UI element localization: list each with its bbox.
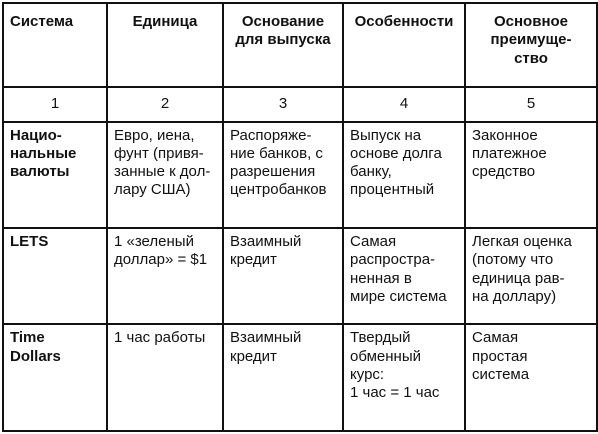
header-basis-label: Основание для выпуска xyxy=(235,13,331,49)
header-system-label: Система xyxy=(10,13,74,30)
column-number: 1 xyxy=(3,87,107,121)
row-unit-text: 1 «зеленый доллар» = $1 xyxy=(114,233,208,269)
column-number: 2 xyxy=(107,87,223,121)
row-basis-text: Взаимный кредит xyxy=(230,233,302,269)
row-advantage xyxy=(465,228,597,324)
row-system xyxy=(3,228,107,324)
row-basis xyxy=(223,324,343,431)
currency-systems-table xyxy=(2,2,598,432)
row-system xyxy=(3,324,107,431)
row-system-label: Time Dollars xyxy=(10,329,61,365)
row-features xyxy=(343,122,465,228)
header-features xyxy=(343,3,465,87)
row-unit-text: Евро, иена, фунт (привя- занные к дол- лару США) xyxy=(114,126,211,199)
table-row xyxy=(3,228,597,324)
header-row xyxy=(3,3,597,87)
row-basis-text: Взаимный кредит xyxy=(230,329,302,365)
row-features-text: Твердый обменный курс: 1 час = 1 час xyxy=(350,329,440,402)
header-system xyxy=(3,3,107,87)
header-features-label: Особенности xyxy=(354,13,454,30)
table-row xyxy=(3,324,597,431)
header-advantage xyxy=(465,3,597,87)
row-unit xyxy=(107,122,223,228)
row-advantage-text: Самая простая система xyxy=(472,329,530,384)
row-features xyxy=(343,228,465,324)
column-number-row xyxy=(3,87,597,121)
row-system xyxy=(3,122,107,228)
row-features-text: Выпуск на основе долга банку, процентный xyxy=(350,126,442,199)
row-unit-text: 1 час работы xyxy=(114,329,206,347)
row-system-label: Нацио- нальные валюты xyxy=(10,126,77,181)
header-advantage-label: Основное преимуще- ство xyxy=(490,13,572,67)
row-basis xyxy=(223,122,343,228)
row-advantage-text: Законное платежное средство xyxy=(472,126,547,181)
header-basis xyxy=(223,3,343,87)
row-advantage xyxy=(465,122,597,228)
row-advantage xyxy=(465,324,597,431)
column-number: 4 xyxy=(343,87,465,121)
row-basis xyxy=(223,228,343,324)
row-advantage-text: Легкая оценка (потому что единица рав- на доллару) xyxy=(472,233,572,305)
row-system-label: LETS xyxy=(10,233,49,251)
header-unit-label: Единица xyxy=(132,13,198,30)
table-row xyxy=(3,122,597,228)
row-basis-text: Распоряже- ние банков, с разрешения центробанков xyxy=(230,126,327,199)
header-unit xyxy=(107,3,223,87)
row-features-text: Самая распростра- ненная в мире система xyxy=(350,233,447,305)
column-number: 5 xyxy=(465,87,597,121)
column-number: 3 xyxy=(223,87,343,121)
row-unit xyxy=(107,324,223,431)
row-features xyxy=(343,324,465,431)
row-unit xyxy=(107,228,223,324)
